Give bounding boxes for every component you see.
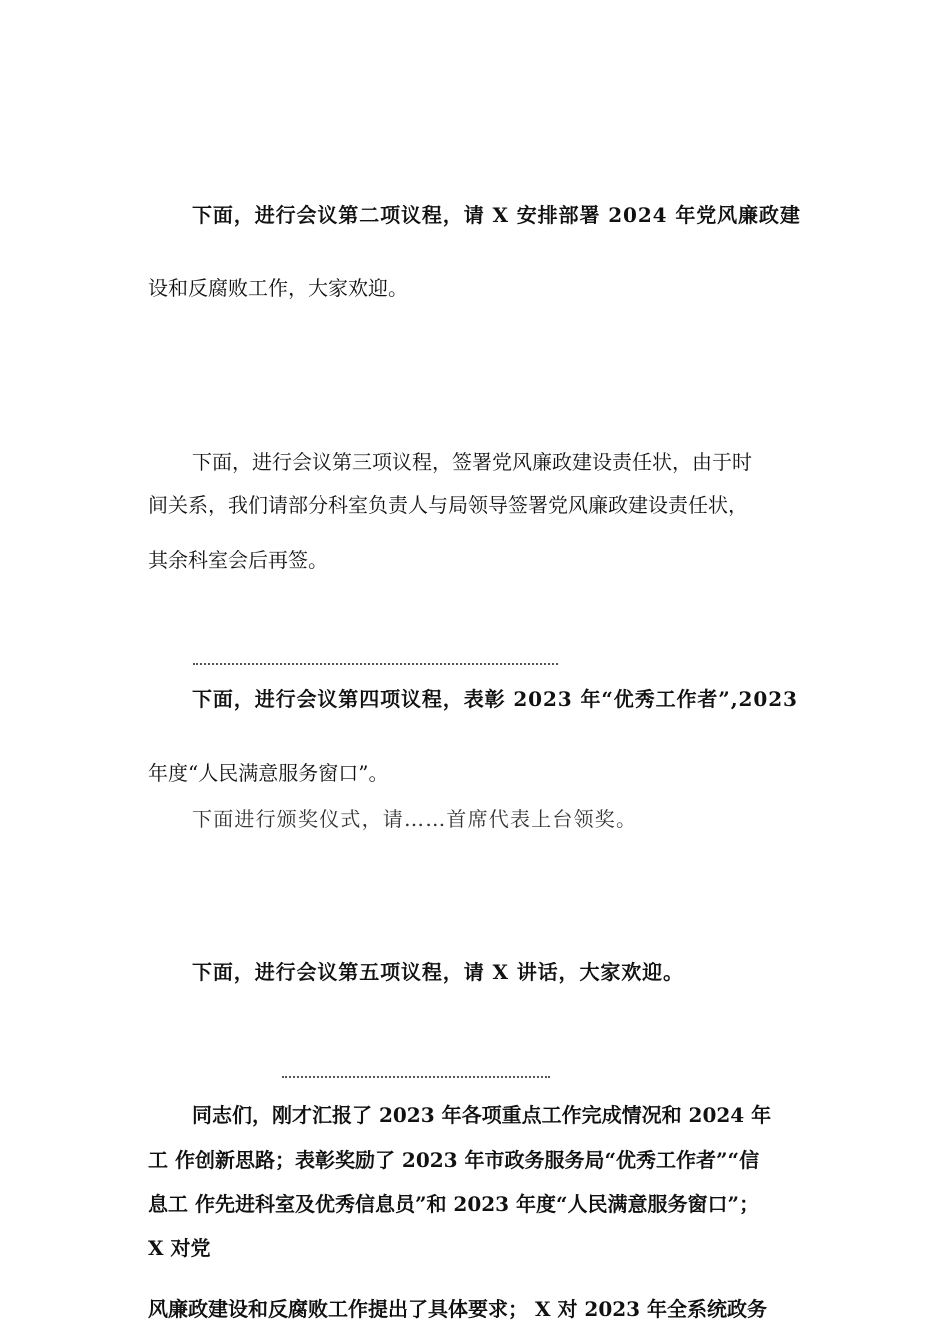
paragraph-agenda-2-line-2: 设和反腐败工作，大家欢迎。 <box>148 276 408 300</box>
paragraph-agenda-2-line-1: 下面，进行会议第二项议程，请 X 安排部署 2024 年党风廉政建 <box>192 203 801 227</box>
paragraph-agenda-3-line-1: 下面，进行会议第三项议程，签署党风廉政建设责任状，由于时 <box>192 450 752 474</box>
paragraph-summary-line-2: 工 作创新思路；表彰奖励了 2023 年市政务服务局“优秀工作者”“信 <box>148 1148 760 1172</box>
paragraph-agenda-5: 下面，进行会议第五项议程，请 X 讲话，大家欢迎。 <box>192 960 684 984</box>
dotted-separator <box>193 663 558 665</box>
paragraph-summary-line-4: X 对党 <box>148 1236 211 1260</box>
paragraph-summary-line-3: 息工 作先进科室及优秀信息员”和 2023 年度“人民满意服务窗口”； <box>148 1192 760 1216</box>
paragraph-agenda-4-line-1: 下面，进行会议第四项议程，表彰 2023 年“优秀工作者”,2023 <box>192 687 798 711</box>
paragraph-agenda-3-line-3: 其余科室会后再签。 <box>148 548 328 572</box>
paragraph-agenda-4-line-2: 年度“人民满意服务窗口”。 <box>148 761 389 785</box>
paragraph-summary-line-1: 同志们，刚才汇报了 2023 年各项重点工作完成情况和 2024 年 <box>192 1103 772 1127</box>
paragraph-agenda-3-line-2: 间关系，我们请部分科室负责人与局领导签署党风廉政建设责任状， <box>148 493 748 517</box>
dotted-separator <box>282 1076 550 1078</box>
paragraph-summary-line-5: 风廉政建设和反腐败工作提出了具体要求； X 对 2023 年全系统政务 <box>148 1297 768 1321</box>
paragraph-award-ceremony: 下面进行颁奖仪式，请……首席代表上台领奖。 <box>192 807 638 831</box>
